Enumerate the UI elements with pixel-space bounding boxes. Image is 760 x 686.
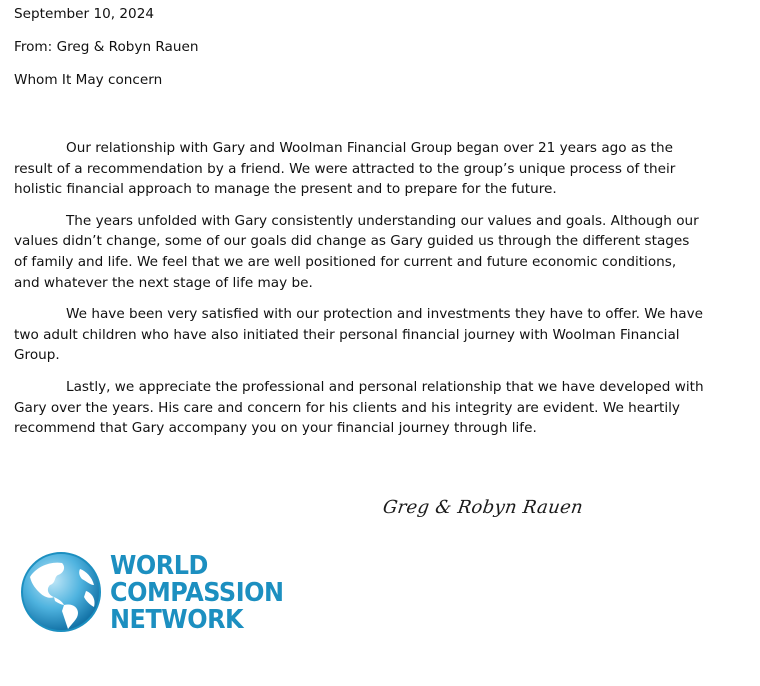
world-compassion-network-logo (20, 549, 310, 637)
logo-line-world: WORLD (110, 551, 208, 581)
letter-from: From: Greg & Robyn Rauen (14, 39, 199, 55)
paragraph-1: Our relationship with Gary and Woolman Financial Group began over 21 years ago as the result of a recommendation by a friend. We were attracted to the group’s unique process of their holistic financial approach to manage the present and to prepare for the future. (14, 140, 676, 198)
logo-line-compassion: COMPASSION (110, 578, 284, 608)
signature: Greg & Robyn Rauen (381, 497, 585, 518)
paragraph-3: We have been very satisfied with our protection and investments they have to offer. We have two adult children who have also initiated their personal financial journey with Woolman Financial Group. (14, 306, 703, 364)
globe-icon (20, 551, 102, 633)
letter-body (14, 138, 704, 450)
paragraph-4: Lastly, we appreciate the professional and personal relationship that we have developed with Gary over the years. His care and concern for his clients and his integrity are evident. We heartily recommend that Gary accompany you on your financial journey through life. (14, 378, 704, 437)
logo-wordmark (110, 553, 284, 634)
paragraph-2: The years unfolded with Gary consistently understanding our values and goals. Although our values didn’t change, some of our goals did change as Gary guided us through the different stages of family and life. We feel that we are well positioned for current and future economic conditions, and whatever the next stage of life may be. (14, 212, 699, 291)
letter-salutation: Whom It May concern (14, 72, 163, 88)
logo-line-network: NETWORK (110, 605, 244, 635)
letter-date: September 10, 2024 (14, 6, 154, 22)
